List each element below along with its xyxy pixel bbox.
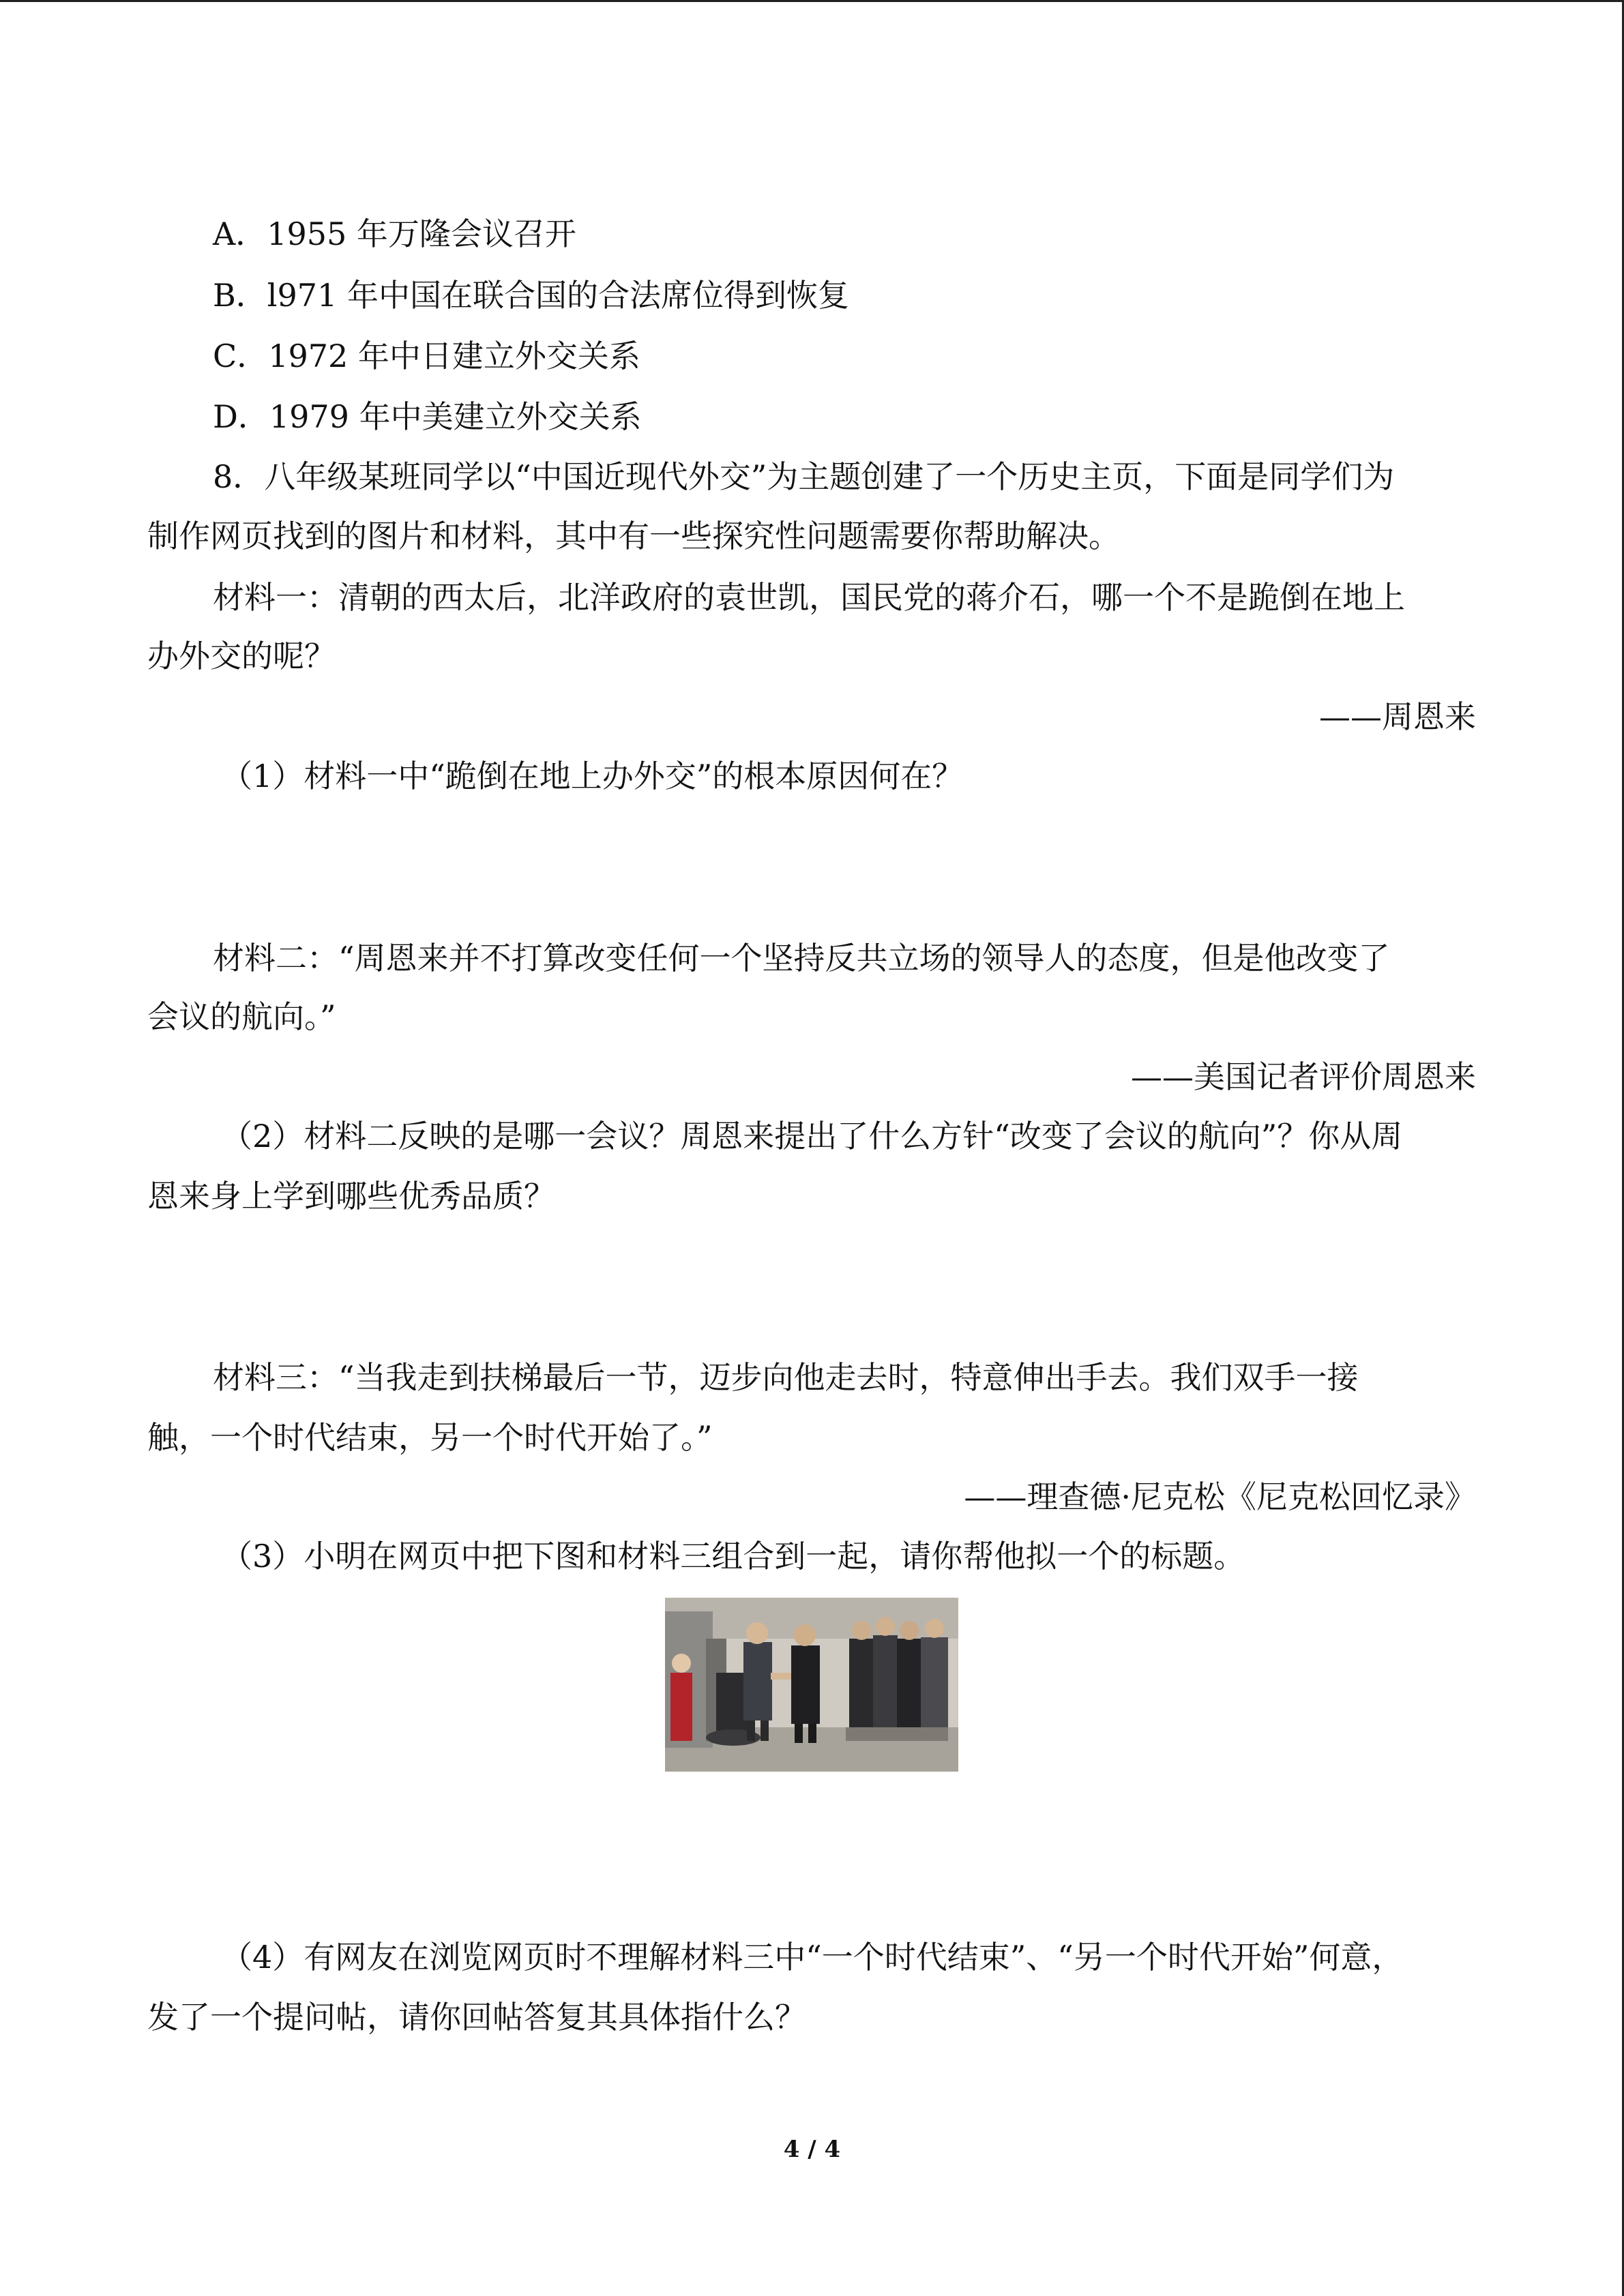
option-c: C．1972 年中日建立外交关系 — [213, 338, 640, 374]
material-2-attribution: ——美国记者评价周恩来 — [1131, 1058, 1476, 1095]
option-a: A．1955 年万隆会议召开 — [213, 215, 576, 252]
material-2-line2: 会议的航向。” — [147, 998, 336, 1035]
material-3-attribution: ——理查德·尼克松《尼克松回忆录》 — [964, 1478, 1476, 1515]
material-1-line2: 办外交的呢？ — [147, 638, 336, 674]
material-3-line2: 触，一个时代结束，另一个时代开始了。” — [147, 1419, 713, 1456]
option-d: D．1979 年中美建立外交关系 — [213, 398, 642, 435]
page-border-top — [0, 0, 1624, 2]
material-2-line1: 材料二：“周恩来并不打算改变任何一个坚持反共立场的领导人的态度，但是他改变了 — [213, 940, 1390, 976]
option-b: B．l971 年中国在联合国的合法席位得到恢复 — [213, 277, 849, 314]
page-number: 4 / 4 — [783, 2136, 841, 2163]
question-2-line1: （2）材料二反映的是哪一会议？周恩来提出了什么方针“改变了会议的航向”？你从周 — [221, 1118, 1403, 1154]
question-1: （1）材料一中“跪倒在地上办外交”的根本原因何在？ — [221, 758, 964, 794]
q8-intro-line1: 8．八年级某班同学以“中国近现代外交”为主题创建了一个历史主页，下面是同学们为 — [213, 458, 1395, 495]
handshake-photo — [665, 1598, 958, 1772]
question-2-line2: 恩来身上学到哪些优秀品质？ — [147, 1178, 555, 1214]
material-3-line1: 材料三：“当我走到扶梯最后一节，迈步向他走去时，特意伸出手去。我们双手一接 — [213, 1359, 1359, 1396]
material-1-attribution: ——周恩来 — [1319, 698, 1476, 735]
question-3: （3）小明在网页中把下图和材料三组合到一起，请你帮他拟一个的标题。 — [221, 1538, 1245, 1575]
q8-intro-line2: 制作网页找到的图片和材料，其中有一些探究性问题需要你帮助解决。 — [147, 518, 1120, 554]
question-4-line1: （4）有网友在浏览网页时不理解材料三中“一个时代结束”、“另一个时代开始”何意， — [221, 1939, 1404, 1976]
material-1-line1: 材料一：清朝的西太后，北洋政府的袁世凯，国民党的蒋介石，哪一个不是跪倒在地上 — [213, 579, 1405, 616]
question-4-line2: 发了一个提问帖，请你回帖答复其具体指什么？ — [147, 1999, 806, 2036]
